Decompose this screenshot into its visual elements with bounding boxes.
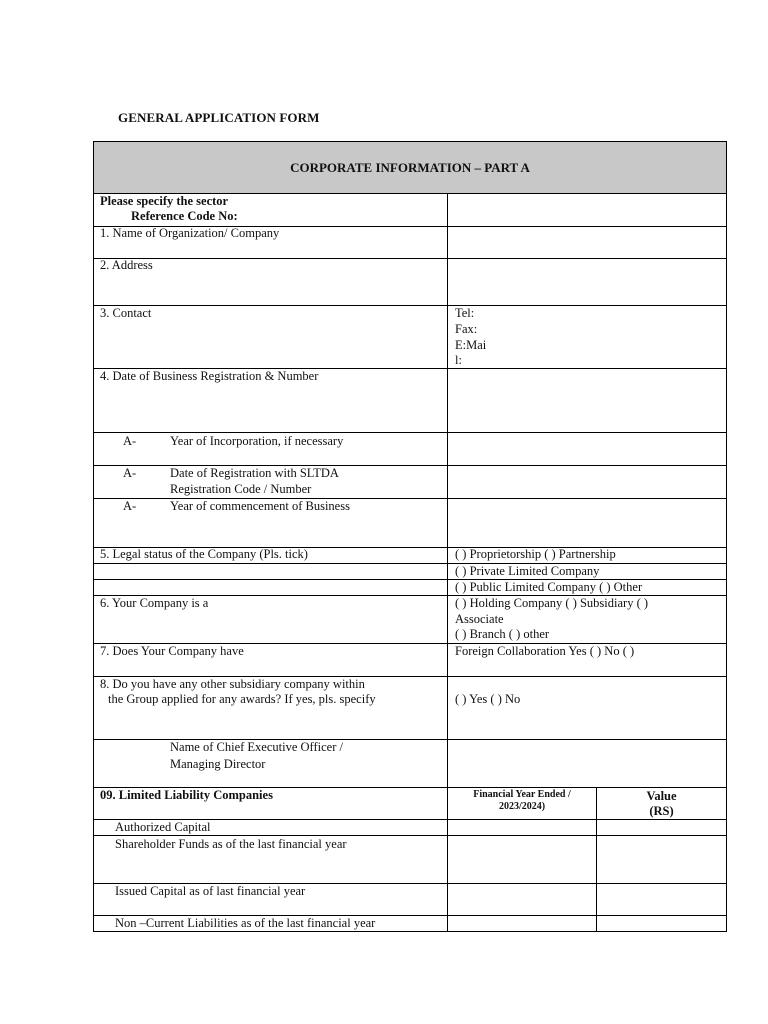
value-header-line1: Value	[646, 789, 677, 803]
company-option-holding-subsidiary[interactable]: ( ) Holding Company ( ) Subsidiary ( )	[455, 596, 649, 610]
subsidiary-question-line2: the Group applied for any awards? If yes, pls. specify	[108, 692, 376, 706]
subsidiary-question: 8. Do you have any other subsidiary company within	[100, 677, 365, 691]
legal-status-label: 5. Legal status of the Company (Pls. tick)	[100, 547, 308, 561]
subsidiary-answer-option[interactable]: ( ) Yes ( ) No	[455, 692, 521, 706]
commencement-year-label: Year of commencement of Business	[170, 499, 350, 513]
sub-item-marker: A-	[123, 466, 137, 480]
legal-option-proprietorship-partnership[interactable]: ( ) Proprietorship ( ) Partnership	[455, 547, 616, 561]
ceo-name-field[interactable]	[448, 740, 726, 787]
section-header	[94, 142, 726, 193]
row-divider	[94, 563, 726, 564]
legal-option-public-limited-other[interactable]: ( ) Public Limited Company ( ) Other	[455, 580, 643, 594]
value-header	[597, 789, 726, 819]
incorporation-year-field[interactable]	[448, 433, 726, 465]
sub-item-marker: A-	[123, 499, 137, 513]
authorized-capital-year-field[interactable]	[448, 820, 596, 835]
commencement-year-field[interactable]	[448, 499, 726, 547]
non-current-liabilities-label: Non –Current Liabilities as of the last financial year	[115, 916, 376, 930]
company-option-associate[interactable]: Associate	[455, 612, 504, 626]
shareholder-funds-year-field[interactable]	[448, 836, 596, 883]
organization-name-field[interactable]	[448, 227, 726, 258]
value-header-line2: (RS)	[649, 804, 674, 818]
contact-tel[interactable]: Tel:	[455, 306, 475, 320]
sltda-registration-field[interactable]	[448, 466, 726, 498]
sub-item-marker: A-	[123, 434, 137, 448]
issued-capital-value-field[interactable]	[597, 884, 726, 915]
issued-capital-label: Issued Capital as of last financial year	[115, 884, 306, 898]
sector-label: Please specify the sector	[100, 194, 229, 208]
issued-capital-year-field[interactable]	[448, 884, 596, 915]
form-title: GENERAL APPLICATION FORM	[118, 110, 320, 125]
financial-year-header-line2: 2023/2024)	[498, 801, 546, 812]
ceo-label: Name of Chief Executive Officer /	[170, 740, 343, 754]
organization-name-label: 1. Name of Organization/ Company	[100, 226, 280, 240]
contact-email[interactable]: E:Mai	[455, 338, 487, 352]
incorporation-year-label: Year of Incorporation, if necessary	[170, 434, 344, 448]
authorized-capital-value-field[interactable]	[597, 820, 726, 835]
registration-field[interactable]	[448, 369, 726, 432]
contact-label: 3. Contact	[100, 306, 152, 320]
financial-year-header	[448, 789, 596, 813]
sector-field[interactable]	[448, 194, 726, 226]
contact-email-line2[interactable]: l:	[455, 353, 462, 367]
legal-option-private-limited[interactable]: ( ) Private Limited Company	[455, 564, 600, 578]
reference-code-label: Reference Code No:	[131, 209, 238, 223]
company-option-branch-other[interactable]: ( ) Branch ( ) other	[455, 627, 550, 641]
contact-fax[interactable]: Fax:	[455, 322, 478, 336]
shareholder-funds-label: Shareholder Funds as of the last financial year	[115, 837, 347, 851]
non-current-liabilities-year-field[interactable]	[448, 916, 596, 931]
authorized-capital-label: Authorized Capital	[115, 820, 211, 834]
section-header-label: CORPORATE INFORMATION – PART A	[290, 159, 530, 175]
row-divider	[94, 305, 726, 306]
financial-year-header-line1: Financial Year Ended /	[473, 789, 571, 800]
address-label: 2. Address	[100, 258, 153, 272]
sltda-registration-label-line2: Registration Code / Number	[170, 482, 312, 496]
company-type-label: 6. Your Company is a	[100, 596, 209, 610]
non-current-liabilities-value-field[interactable]	[597, 916, 726, 931]
sltda-registration-label: Date of Registration with SLTDA	[170, 466, 339, 480]
registration-label: 4. Date of Business Registration & Number	[100, 369, 319, 383]
ceo-label-line2: Managing Director	[170, 757, 266, 771]
collaboration-label: 7. Does Your Company have	[100, 644, 244, 658]
shareholder-funds-value-field[interactable]	[597, 836, 726, 883]
foreign-collaboration-option[interactable]: Foreign Collaboration Yes ( ) No ( )	[455, 644, 635, 658]
llc-label: 09. Limited Liability Companies	[100, 788, 273, 802]
address-field[interactable]	[448, 259, 726, 305]
